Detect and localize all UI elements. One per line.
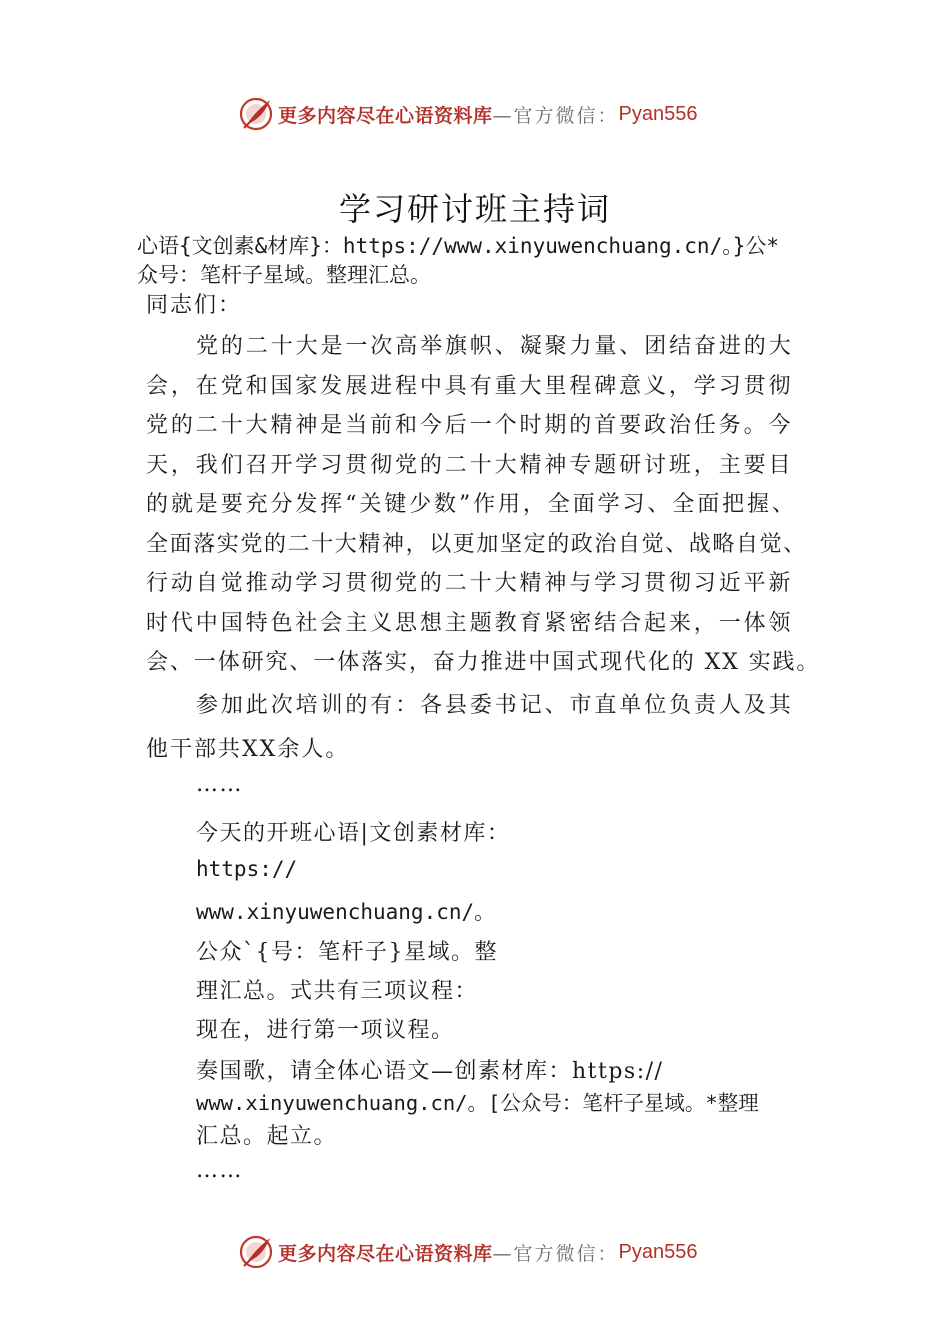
source-line-1: 心语{文创素&材库}：https://www.xinyuwenchuang.cn/。}公* bbox=[137, 234, 780, 258]
source-line-2: 众号：笔杆子星域。整理汇总。 bbox=[137, 263, 431, 287]
paragraph-line: 参加此次培训的有：各县委书记、市直单位负责人及其 bbox=[196, 693, 794, 718]
section-line: 理汇总。式共有三项议程： bbox=[196, 979, 479, 1004]
document-title: 学习研讨班主持词 bbox=[338, 190, 611, 228]
section-line: https:// bbox=[196, 857, 298, 881]
section-line: www.xinyuwenchuang.cn/。[公众号：笔杆子星域。*整理 bbox=[196, 1091, 759, 1115]
paragraph-line: 天，我们召开学习贯彻党的二十大精神专题研讨班，主要目 bbox=[146, 453, 794, 478]
paragraph-line: 党的二十大是一次高举旗帜、凝聚力量、团结奋进的大 bbox=[196, 334, 794, 359]
paragraph-line: 时代中国特色社会主义思想主题教育紧密结合起来，一体领 bbox=[146, 611, 794, 636]
paragraph-line: 党的二十大精神是当前和今后一个时期的首要政治任务。今 bbox=[146, 413, 794, 438]
section-line: 今天的开班心语|文创素材库： bbox=[196, 821, 511, 846]
paragraph-line: 会，在党和国家发展进程中具有重大里程碑意义，学习贯彻 bbox=[146, 374, 794, 399]
section-line: www.xinyuwenchuang.cn/。 bbox=[196, 900, 496, 924]
greeting: 同志们： bbox=[146, 293, 243, 318]
ellipsis-end: …… bbox=[196, 1158, 243, 1183]
section-line: 奏国歌，请全体心语文—创素材库：https:// bbox=[196, 1059, 664, 1084]
banner-wechat-label: —官方微信： bbox=[492, 1242, 619, 1265]
section-line: 现在，进行第一项议程。 bbox=[196, 1018, 455, 1043]
banner-wechat-id: Pyan556 bbox=[618, 102, 698, 125]
paragraph-line: 会、一体研究、一体落实，奋力推进中国式现代化的 XX 实践。 bbox=[146, 650, 821, 675]
banner-brand-text: 更多内容尽在心语资料库 bbox=[278, 104, 493, 127]
section-line: 汇总。起立。 bbox=[196, 1124, 338, 1149]
banner-wechat-label: —官方微信： bbox=[492, 104, 619, 127]
top-banner bbox=[0, 94, 950, 134]
paragraph-line: 他干部共XX余人。 bbox=[146, 737, 350, 762]
section-line: 公众`{号：笔杆子}星域。整 bbox=[196, 940, 498, 965]
banner-wechat-id: Pyan556 bbox=[618, 1240, 698, 1263]
quill-logo-icon bbox=[238, 1234, 274, 1270]
banner-brand-text: 更多内容尽在心语资料库 bbox=[278, 1242, 493, 1265]
ellipsis: …… bbox=[196, 772, 243, 797]
paragraph-line: 行动自觉推动学习贯彻党的二十大精神与学习贯彻习近平新 bbox=[146, 571, 794, 596]
paragraph-line: 全面落实党的二十大精神，以更加坚定的政治自觉、战略自觉、 bbox=[146, 532, 807, 557]
bottom-banner bbox=[0, 1232, 950, 1272]
paragraph-line: 的就是要充分发挥“关键少数”作用，全面学习、全面把握、 bbox=[146, 492, 797, 517]
quill-logo-icon bbox=[238, 96, 274, 132]
